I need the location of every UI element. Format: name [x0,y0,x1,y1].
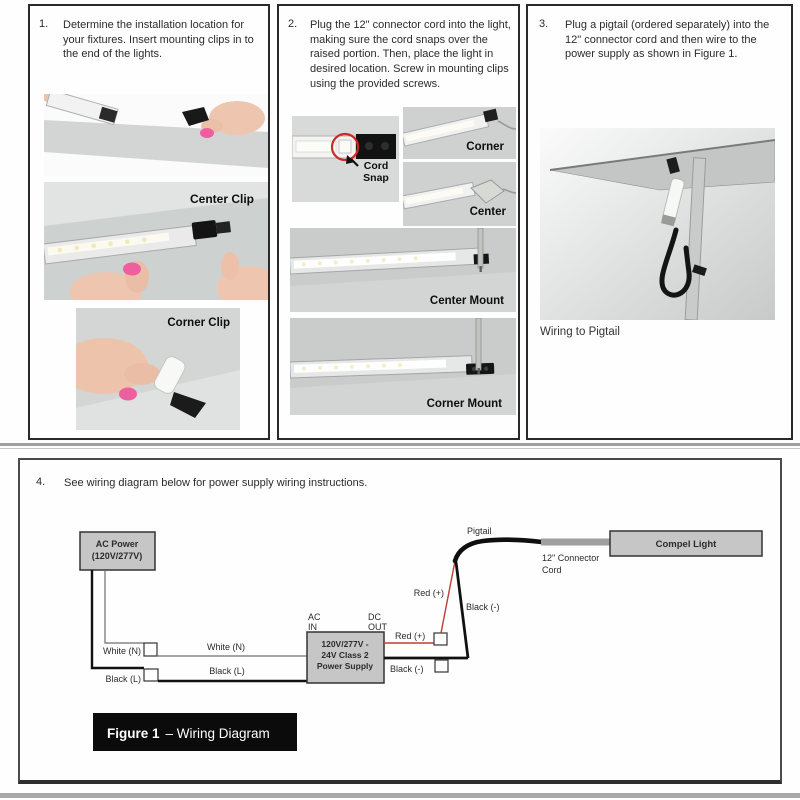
section-divider [0,443,800,446]
ac-power-line1: AC Power [95,539,139,549]
white-n-wire [105,570,144,643]
step4-number: 4. [36,476,46,488]
red-connector [434,633,447,645]
compel-light-label: Compel Light [655,539,717,550]
psu-line2: 24V Class 2 [321,650,369,660]
photo-insert-clip [44,94,268,176]
connector-cord-label1: 12" Connector [542,553,600,563]
wiring-diagram-svg [20,460,780,778]
connector-cord-label2: Cord [542,565,562,575]
connector [356,134,396,159]
dc-out-line2: OUT [368,622,387,632]
black-neg-label-low: Black (-) [390,664,424,674]
red-label-low: Red (+) [395,631,426,641]
black-l-label-left: Black (L) [105,674,141,684]
step1-text: Determine the installation location for your fixtures. Insert mounting clips in to the end of the lights. [63,19,254,61]
red-label-high: Red (+) [413,588,444,598]
figure-caption [107,726,270,741]
step3-text: Plug a pigtail (ordered separately) into the 12" connector cord and then wire to the power supply as shown in Figure 1. [565,19,770,61]
psu-line1: 120V/277V - [321,639,369,649]
black-l-connector [144,669,158,681]
photo-corner-mount [290,318,516,415]
corner-caption: Corner [466,141,504,153]
figure-caption-bold: Figure 1 [107,726,160,741]
step4-text: See wiring diagram below for power supply wiring instructions. [64,477,368,489]
step3-panel [526,4,793,440]
photo-cord-snap [292,116,399,202]
cord-snap-caption [356,160,396,184]
step1-panel [28,4,270,440]
white-n-label-mid: White (N) [207,642,245,652]
center-clip-caption: Center Clip [189,192,254,206]
photo-center [403,162,516,226]
figure-caption-rest: – Wiring Diagram [165,726,270,741]
white-n-label-left: White (N) [103,646,141,656]
ac-in-line1: AC [308,612,321,622]
photo-center-mount [290,228,516,312]
photo-corner [403,107,516,159]
center-mount-caption: Center Mount [429,295,504,307]
center-caption: Center [469,206,506,218]
step2-number: 2. [288,18,298,30]
page-bottom-edge [0,793,800,798]
corner-clip-caption: Corner Clip [167,317,230,329]
wiring-pigtail-illustration [540,128,775,320]
wiring-diagram-panel [18,458,782,784]
photo-center-clip [44,182,268,300]
psu-line3: Power Supply [316,661,374,671]
step2-panel [277,4,520,440]
wiring-pigtail-caption: Wiring to Pigtail [540,326,620,338]
cord-snap-line1: Cord [363,160,389,172]
ac-in-line2: IN [308,622,317,632]
connector-cord-line [541,539,610,546]
black-l-label-mid: Black (L) [209,666,245,676]
screwdriver [476,318,481,370]
cord-snap-line2: Snap [363,172,389,185]
pigtail-curve [455,540,542,561]
step1-number: 1. [39,18,49,30]
dc-out-line1: DC [368,612,381,622]
section-divider-shadow [0,448,800,449]
black-neg-label-high: Black (-) [466,602,500,612]
insert-clip-illustration [44,94,268,176]
step3-number: 3. [539,18,549,30]
step2-text: Plug the 12" connector cord into the light, making sure the cord snaps over the raised portion. Then, place the light in desired location. Screw in mounting clips using the provided screws. [310,19,511,90]
ac-power-line2: (120V/277V) [91,551,143,561]
photo-corner-clip [76,308,240,430]
white-n-connector [144,643,157,656]
photo-wiring-pigtail [540,128,775,320]
screwdriver [478,228,483,268]
cord-snap-illustration [292,116,399,202]
corner-mount-caption: Corner Mount [426,398,502,410]
pigtail-label: Pigtail [467,526,492,536]
black-neg-connector [435,660,448,672]
